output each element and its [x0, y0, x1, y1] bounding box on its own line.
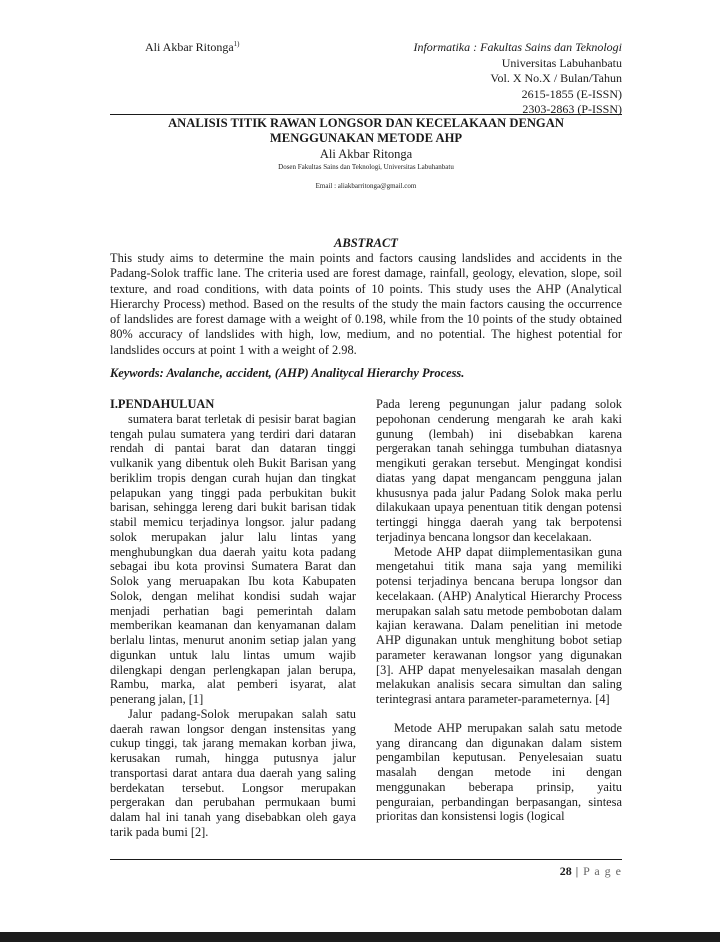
journal-pissn: 2303-2863 (P-ISSN): [522, 102, 622, 117]
left-column: [110, 397, 356, 840]
abstract-text: This study aims to determine the main points and factors causing landslides and accidents in the Padang-Solok traffic lane. The criteria used are forest damage, rainfall, geology, elevation, slope, soil texture, and road conditions, with data points of 10 points. This study uses the AHP (Analytical Hierarchy Process) method. Based on the results of the study the main factors causing the occurrence of landslides are forest damage with a weight of 0.198, while from the 10 points of the study obtained 80% accuracy of landslides with high, low, medium, and no potential. The highest potential for landslides occurs at point 1 with a weight of 2.98.: [110, 251, 622, 357]
right-column: [376, 397, 622, 824]
paper-title-line1: ANALISIS TITIK RAWAN LONGSOR DAN KECELAKAAN DENGAN: [168, 116, 564, 130]
body-paragraph: Metode AHP merupakan salah satu metode yang dirancang dan digunakan dalam sistem pengambilan keputusan. Penyelesaian suatu masalah dengan metode ini dengan menggunakan beberapa prinsip, yaitu penguraian, perbandingan berpasangan, sintesa prioritas dan konsistensi logis (logical: [376, 720, 622, 824]
footer-divider: [110, 859, 622, 860]
journal-eissn: 2615-1855 (E-ISSN): [521, 86, 622, 101]
journal-info: [413, 40, 622, 118]
bottom-edge-bar: [0, 932, 720, 942]
author-superscript: 1): [233, 40, 240, 48]
paper-email: Email : aliakbarritonga@gmail.com: [315, 182, 417, 190]
page-number: [560, 864, 622, 879]
paper-affiliation: Dosen Fakultas Sains dan Teknologi, Universitas Labuhanbatu: [278, 163, 454, 171]
header-author: [145, 40, 240, 55]
body-paragraph: Jalur padang-Solok merupakan salah satu daerah rawan longsor dengan instensitas yang cukup tinggi, tak jarang memakan korban jiwa, kerusakan rumah, hingga putusnya jalur transportasi darat antara dua daerah yang saling berdekatan tersebut. Longsor merupakan pergerakan dan perubahan permukaan bumi dalam hal ini tanah yang disebabkan oleh gaya tarik pada bumi [2].: [110, 706, 356, 839]
body-paragraph: Pada lereng pegunungan jalur padang solok pepohonan cenderung mengarah ke arah kaki gunung (lembah) ini disebabkan karena pergerakan tanah sehingga tumbuhan diatasnya mengikuti gerakan tersebut. Mengingat kondisi diatas yang dapat mengancam pengguna jalan khususnya pada jalur Padang Solok maka perlu dilakukaan upaya penentuan titik dengan potensi tertinggi hingga daerah yang tak berpotensi terjadinya bencana longsor dan kecelakaan.: [376, 397, 622, 544]
keywords: Keywords: Avalanche, accident, (AHP) Analitycal Hierarchy Process.: [110, 366, 465, 380]
journal-university: Universitas Labuhanbatu: [501, 55, 622, 70]
section-heading: I.PENDAHULUAN: [110, 397, 215, 411]
journal-volume: Vol. X No.X / Bulan/Tahun: [490, 71, 622, 86]
abstract-heading: ABSTRACT: [334, 236, 398, 250]
paper-author: Ali Akbar Ritonga: [319, 147, 413, 161]
body-paragraph: Metode AHP dapat diimplementasikan guna mengetahui titik mana saja yang memiliki potensi terjadinya bencana berupa longsor dan kecelakaan. (AHP) Analytical Hierarchy Process merupakan salah satu metode pembobotan dalam kajian kerawana. Dalam penelitian ini metode AHP digunakan untuk menghitung bobot setiap parameter kerawanan longsor yang digunakan [3]. AHP dapat menyelesaikan masalah dengan melakukan analisis secara simultan dan saling terintegrasi antara parameter-parameternya. [4]: [376, 544, 622, 706]
journal-name: Informatika : Fakultas Sains dan Teknologi: [413, 40, 622, 54]
header-divider: [110, 114, 622, 115]
page-number-value: 28: [559, 864, 572, 878]
page-label: P a g e: [583, 864, 622, 878]
page-separator: |: [575, 864, 580, 878]
paper-title-line2: MENGGUNAKAN METODE AHP: [269, 131, 463, 145]
body-paragraph: sumatera barat terletak di pesisir barat bagian tengah pulau sumatera yang terdiri dari dataran rendah di pantai barat dan dataran tinggi vulkanik yang dibentuk oleh Bukit Barisan yang beriklim tropis dengan curah hujan dan tingkat pelapukan yang tinggi pada perbukitan bukit barisan, sehingga lereng dari bukit barisan tidak stabil memicu terjadinya longsor. jalur padang solok merupakan jalur lalu lintas yang menghubungkan dua daerah yaitu kota padang sebagai ibu kota provinsi Sumatera Barat dan Solok yang meruapakan Ibu kota Kabupaten Solok, dengan melihat kondisi sudah wajar menjadi perhatian bagi pemerintah dalam memberikan keamanan dan kenyamanan dalam berlalu lintas, menurut anonim setiap jalan yang digunkan untuk lalu lintas umum wajib dilengkapi dengan perlengkapan jalan berupa, Rambu, marka, alat pemberi isyarat, alat penerang jalan, [1]: [110, 411, 356, 706]
title-block: [110, 116, 622, 191]
header-author-name: Ali Akbar Ritonga: [145, 40, 234, 54]
